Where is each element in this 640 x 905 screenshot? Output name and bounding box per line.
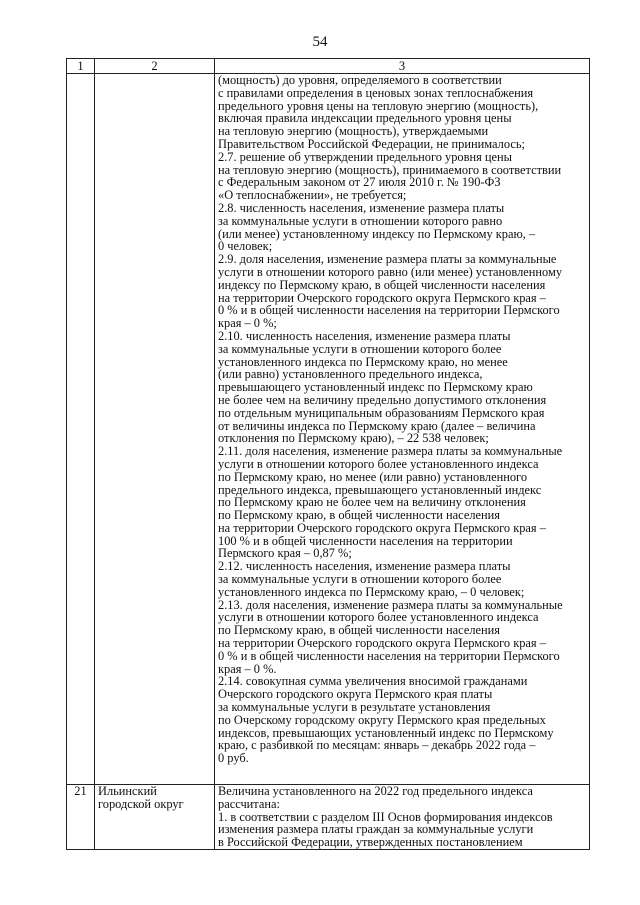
- text-line: услуги в отношении которого равно (или менее) установленному: [218, 264, 563, 279]
- text-line: на территории Очерского городского округа Пермского края –: [218, 520, 546, 535]
- text-line: 2.11. доля населения, изменение размера платы за коммунальные: [218, 444, 563, 459]
- text-line: за коммунальные услуги в отношении которого равно: [218, 213, 503, 228]
- text-line: предельного уровня цены на тепловую энергию (мощность),: [218, 98, 539, 113]
- description-cell: [215, 74, 590, 785]
- text-line: Очерского городского округа Пермского края платы: [218, 687, 493, 702]
- text-line: за коммунальные услуги в отношении которого более: [218, 572, 502, 587]
- text-line: по Пермскому краю, в общей численности населения: [218, 623, 500, 638]
- municipality-cell: [95, 74, 215, 785]
- text-line: 2.8. численность населения, изменение размера платы: [218, 200, 505, 215]
- text-line: 0 % и в общей численности населения на территории Пермского: [218, 303, 560, 318]
- row-number-cell: [67, 74, 95, 785]
- municipality-cell: [95, 785, 215, 850]
- text-line: 0 % и в общей численности населения на территории Пермского: [218, 648, 560, 663]
- text-line: услуги в отношении которого более установленного индекса: [218, 456, 539, 471]
- text-line: на тепловую энергию (мощность), принимаемого в соответствии: [218, 162, 562, 177]
- table-row: [67, 74, 590, 785]
- text-line: индексу по Пермскому краю, в общей численности населения: [218, 277, 546, 292]
- text-line: на территории Очерского городского округа Пермского края –: [218, 636, 546, 651]
- text-line: 2.7. решение об утверждении предельного уровня цены: [218, 149, 512, 164]
- description-cell: [215, 785, 590, 850]
- text-line: превышающего установленный индекс по Пермскому краю: [218, 380, 533, 395]
- text-line: 2.9. доля населения, изменение размера платы за коммунальные: [218, 252, 557, 267]
- text-line: краю, с разбивкой по месяцам: январь – декабрь 2022 года –: [218, 738, 536, 753]
- text-line: по Пермскому краю, но менее (или равно) установленного: [218, 469, 528, 484]
- text-line: 2.14. совокупная сумма увеличения вносимой гражданами: [218, 674, 528, 689]
- table-row: [67, 785, 590, 850]
- text-line: по Очерскому городскому округу Пермского края предельных: [218, 712, 546, 727]
- header-col-1: 1: [67, 59, 95, 74]
- index-table: [66, 58, 590, 850]
- text-line: (или равно) установленного предельного индекса,: [218, 367, 483, 382]
- text-line: отклонения по Пермскому краю), – 22 538 человек;: [218, 431, 489, 446]
- text-line: Величина установленного на 2022 год предельного индекса: [218, 784, 533, 798]
- text-line: на тепловую энергию (мощность), утверждаемыми: [218, 124, 489, 139]
- header-col-2: 2: [95, 59, 215, 74]
- text-line: установленного индекса по Пермскому краю, но менее: [218, 354, 508, 369]
- text-line: с Федеральным законом от 27 июля 2010 г. № 190-ФЗ: [218, 175, 501, 190]
- text-line: включая правила индексации предельного уровня цены: [218, 111, 512, 126]
- text-line: Ильинский: [98, 784, 157, 798]
- text-line: городской округ: [98, 796, 184, 811]
- row-number-cell: 21: [67, 785, 95, 850]
- text-line: края – 0 %.: [218, 661, 277, 676]
- text-line: по Пермскому краю не более чем на величину отклонения: [218, 495, 526, 510]
- text-line: по отдельным муниципальным образованиям Пермского края: [218, 405, 545, 420]
- text-line: в Российской Федерации, утвержденных постановлением: [218, 835, 523, 850]
- text-line: края – 0 %;: [218, 316, 277, 331]
- text-line: 1. в соответствии с разделом III Основ формирования индексов: [218, 809, 553, 824]
- text-line: услуги в отношении которого более установленного индекса: [218, 610, 539, 625]
- text-line: Правительством Российской Федерации, не принималось;: [218, 136, 525, 151]
- text-line: от величины индекса по Пермскому краю (далее – величина: [218, 418, 536, 433]
- text-line: за коммунальные услуги в отношении которого более: [218, 341, 502, 356]
- text-line: по Пермскому краю, в общей численности населения: [218, 508, 500, 523]
- text-line: 2.12. численность населения, изменение размера платы: [218, 559, 511, 574]
- text-line: установленного индекса по Пермскому краю, – 0 человек;: [218, 584, 525, 599]
- text-line: за коммунальные услуги в результате установления: [218, 700, 491, 715]
- text-line: не более чем на величину предельно допустимого отклонения: [218, 392, 547, 407]
- text-line: 2.13. доля населения, изменение размера платы за коммунальные: [218, 597, 563, 612]
- text-line: Пермского края – 0,87 %;: [218, 546, 352, 561]
- text-line: 100 % и в общей численности населения на территории: [218, 533, 513, 548]
- text-line: с правилами определения в ценовых зонах теплоснабжения: [218, 85, 534, 100]
- text-line: 0 человек;: [218, 239, 273, 254]
- text-line: (мощность) до уровня, определяемого в соответствии: [218, 73, 502, 87]
- page-number: 54: [312, 34, 328, 50]
- text-line: на территории Очерского городского округа Пермского края –: [218, 290, 546, 305]
- header-col-3: 3: [215, 59, 590, 74]
- text-line: 2.10. численность населения, изменение размера платы: [218, 328, 511, 343]
- description-text: [218, 785, 586, 849]
- text-line: предельного индекса, превышающего установленный индекс: [218, 482, 542, 497]
- text-line: 0 руб.: [218, 751, 249, 766]
- text-line: «О теплоснабжении», не требуется;: [218, 188, 407, 203]
- text-line: рассчитана:: [218, 796, 280, 811]
- text-line: изменения размера платы граждан за коммунальные услуги: [218, 822, 534, 837]
- table-header-row: [67, 59, 590, 74]
- text-line: индексов, превышающих установленный индекс по Пермскому: [218, 725, 554, 740]
- text-line: (или менее) установленному индексу по Пермскому краю, –: [218, 226, 536, 241]
- description-text: [218, 74, 586, 765]
